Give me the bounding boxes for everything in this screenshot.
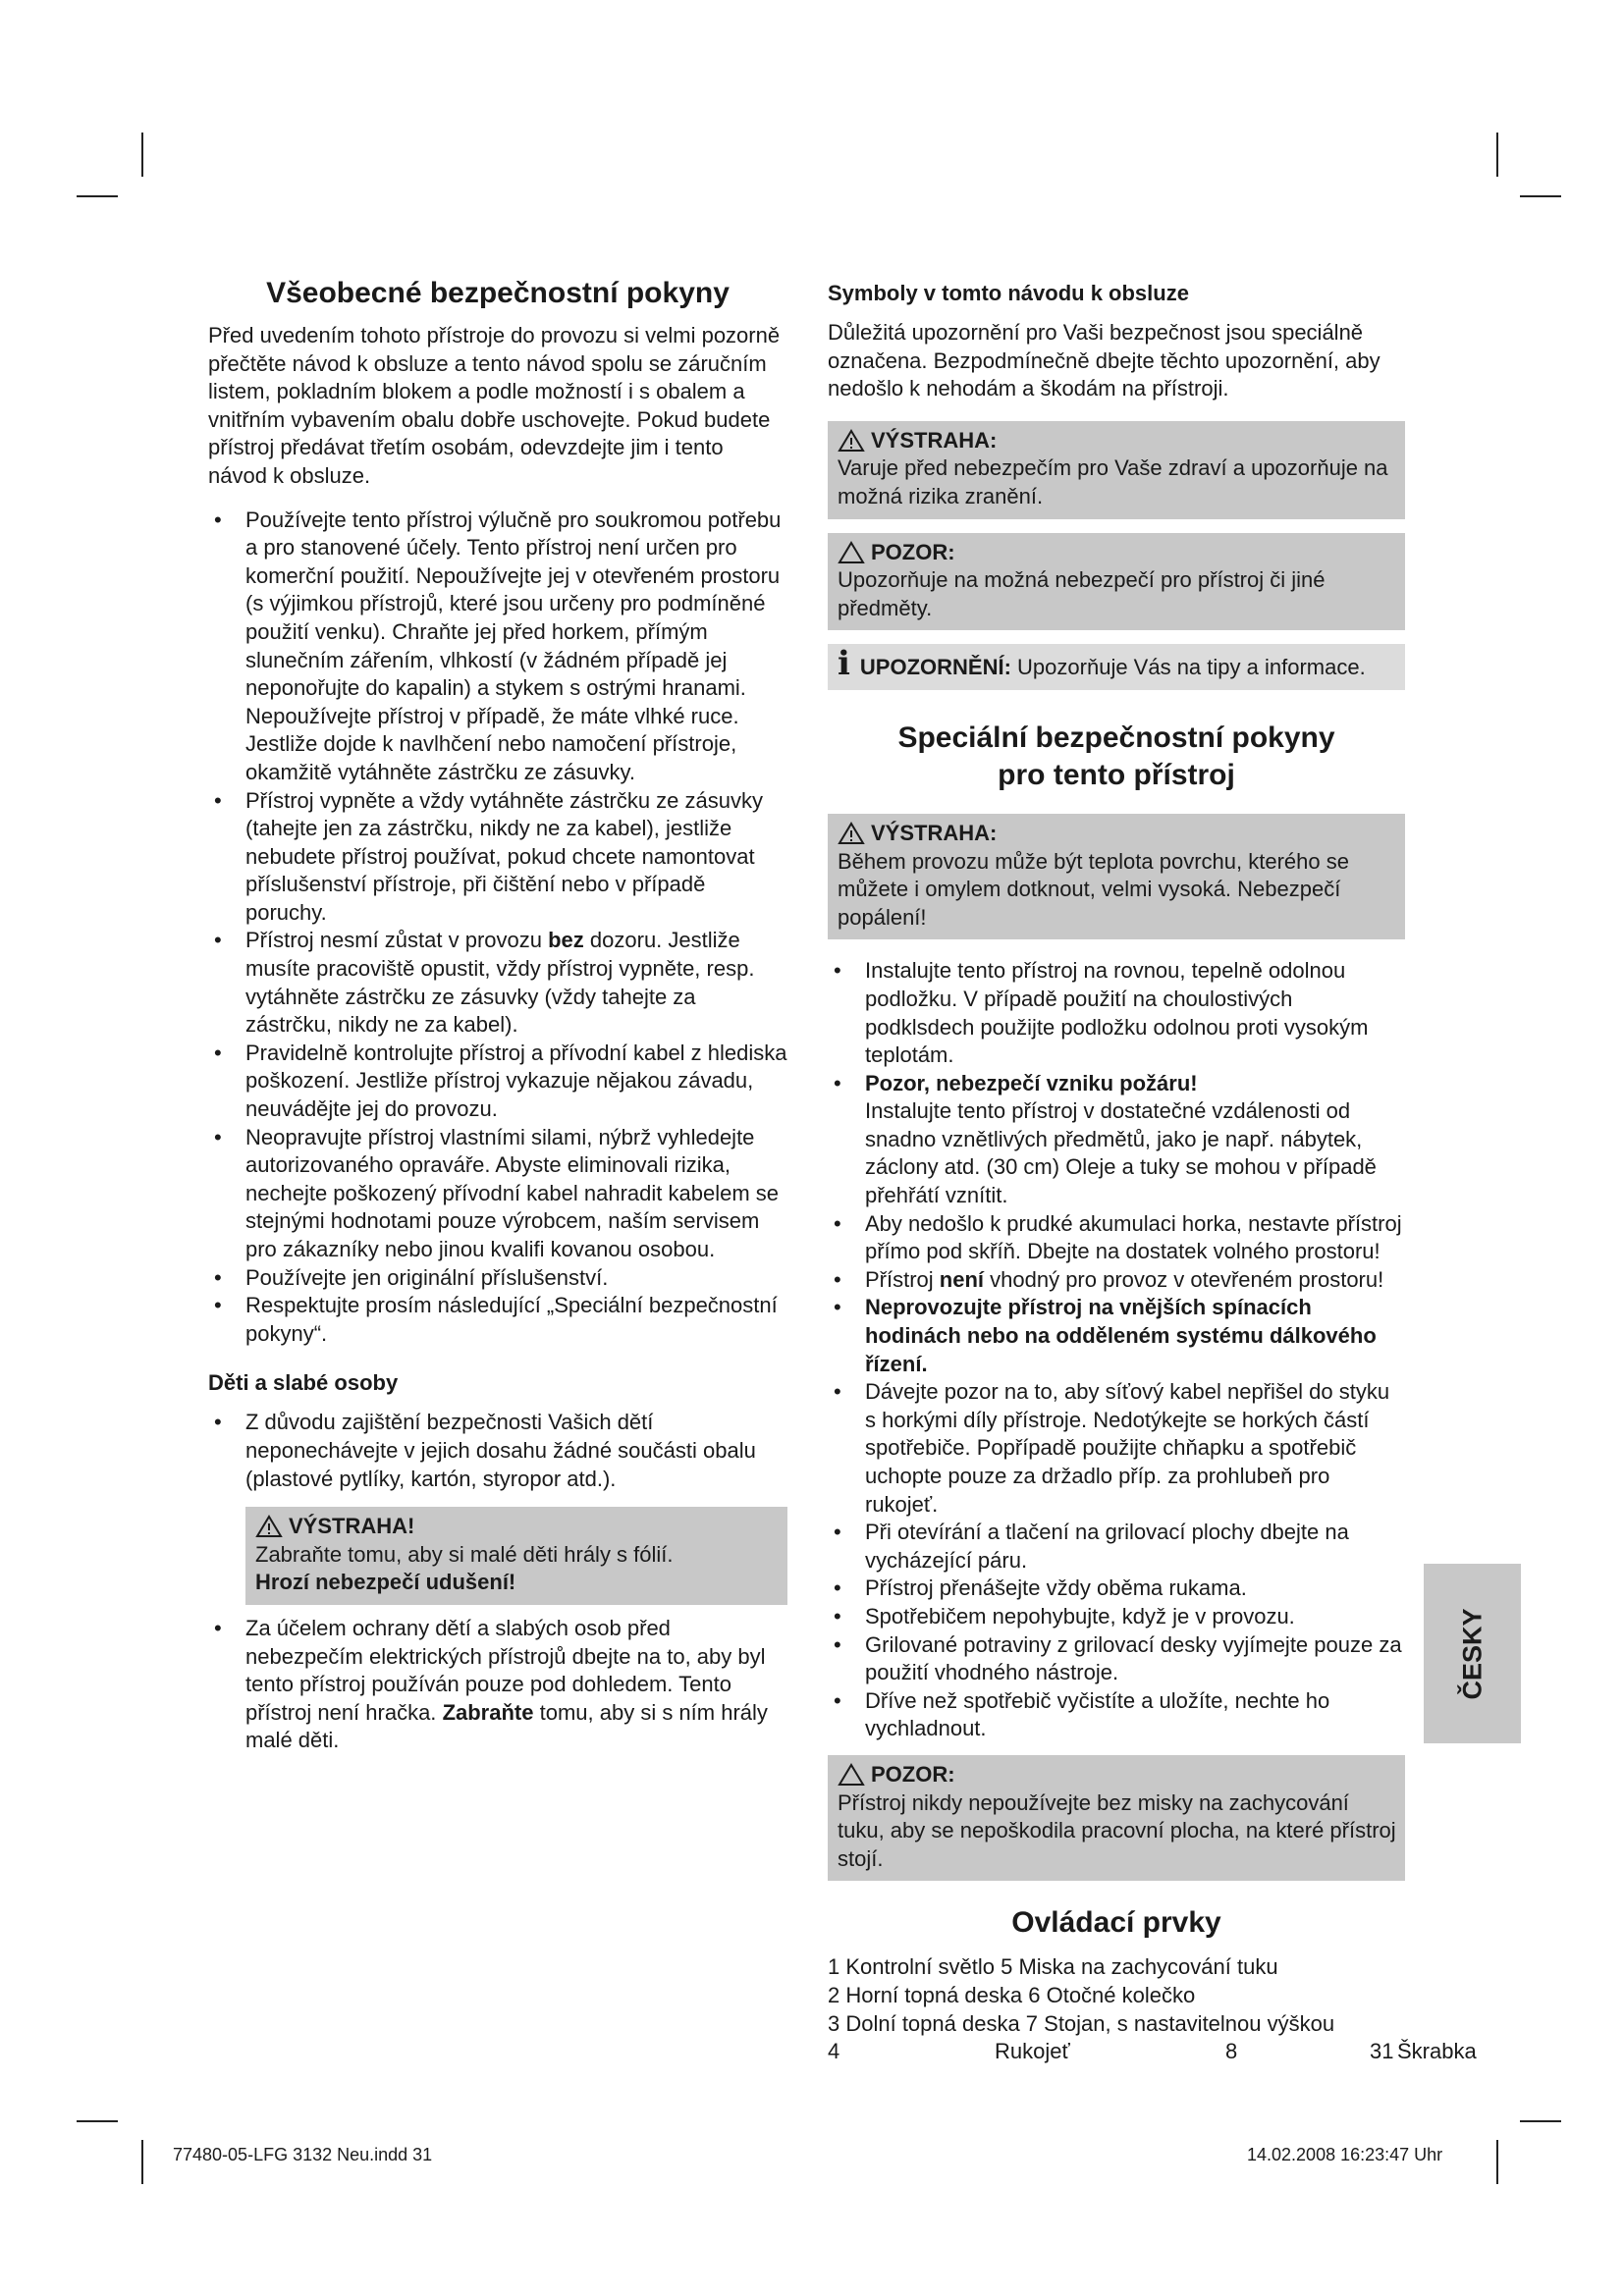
list-item: • Používejte tento přístroj výlučně pro soukromou potřebu a pro stanovené účely. Tento přístroj není určen pro komerční použití. Nepoužívejte jej v otevřeném prostoru (s výjimkou přístrojů, které jsou určeny pro podmíněné použití venku). Chraňte jej před horkem, přímým slunečním zářením, vlhkostí (v žádném případě jej neponořujte do kapalin) a stykem s ostrými hranami. Nepoužívejte přístroj v případě, že máte vlhké ruce. Jestliže dojde k navlhčení nebo namočení přístroje, okamžitě vytáhněte zástrčku ze zásuvky. [208, 507, 787, 787]
controls-line: 2 Horní topná deska 6 Otočné kolečko [828, 1982, 1196, 2007]
controls-label: Škrabka [1397, 2039, 1477, 2064]
spacer [828, 630, 1405, 644]
crop-mark [141, 2140, 143, 2184]
intro-paragraph: Před uvedením tohoto přístroje do provozu si velmi pozorně přečtěte návod k obsluze a tento návod spolu se záručním listem, pokladním blokem a podle možností i s obalem a vnitřním vybavením obalu dobře uschovejte. Pokud budete přístroj předávat třetím osobám, odevzdejte jim i tento návod k obsluze. [208, 323, 781, 488]
spacer [828, 519, 1405, 533]
list-item-bold: bez [548, 928, 584, 953]
controls-line: 1 Kontrolní světlo 5 Miska na zachycování tuku [828, 1954, 1278, 1980]
crop-mark [77, 195, 118, 197]
list-item-text: dozoru. Jestliže musíte pracoviště opustit, vždy přístroj vypněte, resp. vytáhněte zástrčku ze zásuvky (vždy tahejte za zástrčku, nikdy ne za kabel). [245, 928, 755, 1038]
note-box [828, 644, 1405, 690]
page-number: 31 [1370, 2039, 1394, 2063]
caution-triangle-icon [838, 541, 865, 564]
warning-box [245, 1507, 787, 1605]
list-item-text: Instalujte tento přístroj v dostatečné vzdálenosti od snadno vznětlivých předmětů, jako je např. nábytek, záclony atd. (30 cm) Oleje a tuky se mohou v případě přehřátí vznítit. [865, 1098, 1377, 1208]
list-item: • Při otevírání a tlačení na grilovací plochy dbejte na vycházející páru. [828, 1519, 1405, 1575]
warning-triangle-icon [838, 429, 865, 453]
warning-title: VÝSTRAHA! [289, 1514, 415, 1539]
crop-mark [141, 133, 143, 177]
caution-title: POZOR: [871, 539, 955, 564]
symbols-intro: Důležitá upozornění pro Vaši bezpečnost jsou speciálně označena. Bezpodmínečně dbejte těchto upozornění, aby nedošlo k nehodám a škodám na přístroji. [828, 320, 1380, 401]
spacer [208, 1348, 787, 1369]
spacer [828, 403, 1405, 421]
note-title: UPOZORNĚNÍ: [859, 655, 1011, 680]
list-item: • Z důvodu zajištění bezpečnosti Vašich dětí neponechávejte v jejich dosahu žádné součásti obalu (plastové pytlíky, kartón, styropor atd.). [208, 1409, 787, 1493]
special-safety-list [828, 957, 1405, 1743]
caution-triangle-icon [838, 1763, 865, 1787]
crop-mark [1496, 133, 1498, 177]
list-item: • Neopravujte přístroj vlastními silami, nýbrž vyhledejte autorizovaného opraváře. Abyste eliminovali rizika, nechejte poškozený přívodní kabel nahradit kabelem se stejnými hodnotami pouze výrobcem, naším servisem pro zákazníky nebo jinou kvalifi kovanou osobou. [208, 1124, 787, 1264]
controls-num: 8 [1225, 2039, 1238, 2064]
general-safety-title: Všeobecné bezpečnostní pokyny [266, 277, 730, 309]
warning-text: Varuje před nebezpečím pro Vaše zdraví a upozorňuje na možná rizika zranění. [838, 455, 1388, 508]
warning-title-row [838, 820, 1397, 848]
children-list [208, 1409, 787, 1493]
list-item: • Spotřebičem nepohybujte, když je v provozu. [828, 1603, 1405, 1631]
footer-timestamp: 14.02.2008 16:23:47 Uhr [1247, 2145, 1443, 2164]
crop-mark [1520, 195, 1561, 197]
crop-mark [1496, 2140, 1498, 2184]
warning-bold-text [255, 1569, 780, 1597]
warning-triangle-icon [255, 1515, 283, 1538]
caution-title-row [838, 539, 1397, 567]
warning-text: Zabraňte tomu, aby si malé děti hrály s fólií. [255, 1541, 674, 1567]
language-side-tab [1424, 1564, 1521, 1743]
list-item [828, 1070, 1405, 1210]
warning-box [828, 814, 1405, 939]
spacer [828, 690, 1405, 720]
special-title-line-1: Speciální bezpečnostní pokyny [897, 721, 1335, 754]
list-item-bold: Neprovozujte přístroj na vnějších spínacích hodinách nebo na odděleném systému dálkového řízení. [865, 1295, 1377, 1376]
list-item [828, 1294, 1405, 1378]
children-list-2 [208, 1615, 787, 1755]
warning-title-row [838, 427, 1397, 455]
list-item-bold: Pozor, nebezpečí vzniku požáru! [865, 1070, 1198, 1095]
list-item: • Dávejte pozor na to, aby síťový kabel nepřišel do styku s horkými díly přístroje. Nedotýkejte se horkých částí spotřebiče. Popřípadě použijte chňapku a spotřebič uchopte pouze za držadlo příp. za prohlubeň pro rukojeť. [828, 1378, 1405, 1519]
list-item: • Používejte jen originální příslušenství. [208, 1264, 787, 1293]
caution-box [828, 1755, 1405, 1881]
caution-title-row [838, 1761, 1397, 1789]
left-column [208, 275, 787, 1755]
warning-title-row [255, 1513, 780, 1541]
crop-mark [1520, 2120, 1561, 2122]
list-item-bold: Zabraňte [442, 1699, 534, 1725]
spacer [208, 1605, 787, 1615]
caution-text: Upozorňuje na možná nebezpečí pro přístroj či jiné předměty. [838, 567, 1326, 620]
note-text: Upozorňuje Vás na tipy a informace. [1017, 655, 1366, 680]
warning-bold: Hrozí nebezpečí udušení! [255, 1570, 516, 1595]
list-item-text: Za účelem ochrany dětí a slabých osob před nebezpečím elektrických přístrojů dbejte na to, aby byl tento přístroj používán pouze pod dohledem. Tento přístroj není hračka. [245, 1615, 766, 1725]
warning-box [828, 421, 1405, 519]
spacer [828, 1743, 1405, 1755]
warning-text: Během provozu může být teplota povrchu, kterého se můžete i omylem dotknout, velmi vysoká. Nebezpečí popálení! [838, 848, 1349, 930]
controls-label: Rukojeť [995, 2039, 1070, 2064]
controls-line: 3 Dolní topná deska 7 Stojan, s nastavitelnou výškou [828, 2010, 1335, 2036]
footer-file-info: 77480-05-LFG 3132 Neu.indd 31 [173, 2145, 433, 2164]
special-title-line-2: pro tento přístroj [998, 758, 1235, 791]
list-item [828, 1266, 1405, 1295]
controls-num: 4 [828, 2039, 840, 2064]
list-item-text: tomu, aby si s ním hrály malé děti. [245, 1699, 768, 1753]
list-item [208, 927, 787, 1039]
spacer [208, 1493, 787, 1507]
list-item [208, 1615, 787, 1755]
list-item: • Aby nedošlo k prudké akumulaci horka, nestavte přístroj přímo pod skříň. Dbejte na dostatek volného prostoru! [828, 1210, 1405, 1266]
list-item: • Přístroj vypněte a vždy vytáhněte zástrčku ze zásuvky (tahejte jen za zástrčku, nikdy ne za kabel), jestliže nebudete přístroj používat, pokud chcete namontovat příslušenství přístroje, při čištění nebo v případě poruchy. [208, 787, 787, 928]
symbols-heading: Symboly v tomto návodu k obsluze [828, 281, 1189, 305]
spacer [828, 939, 1405, 957]
list-item: • Respektujte prosím následující „Speciální bezpečnostní pokyny“. [208, 1292, 787, 1348]
list-item-bold: není [939, 1266, 985, 1292]
warning-triangle-icon [838, 822, 865, 845]
caution-box [828, 533, 1405, 631]
list-item-text: Přístroj [865, 1266, 940, 1292]
list-item: • Grilované potraviny z grilovací desky vyjímejte pouze za použití vhodného nástroje. [828, 1631, 1405, 1687]
list-item-text: Přístroj nesmí zůstat v provozu [245, 928, 549, 953]
language-label: ČESKY [1457, 1607, 1487, 1700]
caution-title: POZOR: [871, 1761, 955, 1787]
warning-title: VÝSTRAHA: [871, 820, 998, 845]
spacer [828, 1881, 1405, 1904]
general-safety-list [208, 507, 787, 1349]
crop-mark [77, 2120, 118, 2122]
list-item: • Pravidelně kontrolujte přístroj a přívodní kabel z hlediska poškození. Jestliže přístroj vykazuje nějakou závadu, neuvádějte jej do provozu. [208, 1040, 787, 1124]
caution-text: Přístroj nikdy nepoužívejte bez misky na zachycování tuku, aby se nepoškodila pracovní plocha, na které přístroj stojí. [838, 1789, 1396, 1871]
spacer [208, 491, 787, 507]
info-icon: i [838, 644, 850, 684]
list-item: • Instalujte tento přístroj na rovnou, tepelně odolnou podložku. V případě použití na choulostivých podklsdech použijte podložku odolnou proti vysokým teplotám. [828, 957, 1405, 1069]
list-item: • Přístroj přenášejte vždy oběma rukama. [828, 1575, 1405, 1603]
list-item-text: vhodný pro provoz v otevřeném prostoru! [984, 1266, 1384, 1292]
children-heading: Děti a slabé osoby [208, 1370, 399, 1396]
controls-title: Ovládací prvky [1011, 1906, 1221, 1940]
list-item: • Dříve než spotřebič vyčistíte a uložíte, nechte ho vychladnout. [828, 1687, 1405, 1743]
warning-title: VÝSTRAHA: [871, 427, 998, 453]
special-safety-title [828, 720, 1405, 794]
